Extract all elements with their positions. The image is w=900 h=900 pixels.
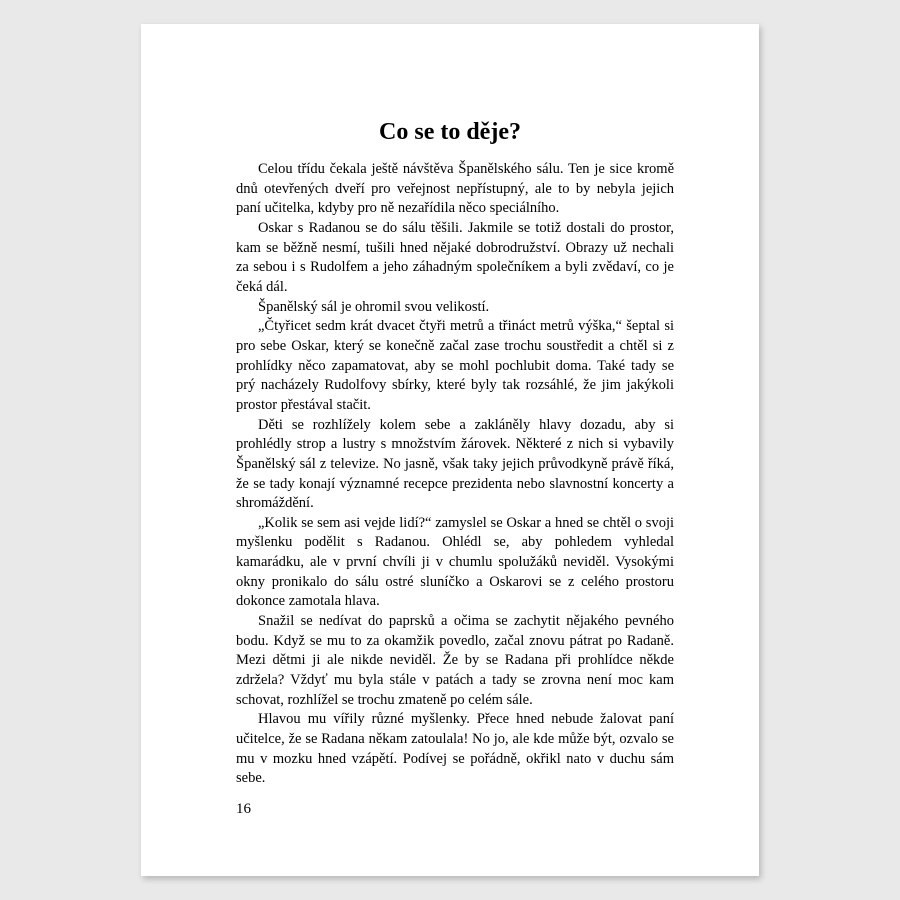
paragraph: „Kolik se sem asi vejde lidí?“ zamyslel se Oskar a hned se chtěl o svoji myšlenku podělit s Radanou. Ohlédl se, aby pohledem vyhledal kamarádku, ale v první chvíli ji v chumlu spolužáků neviděl. Vysokými okny pronikalo do sálu ostré sluníčko a Oskarovi se z celého prostoru dokonce zamotala hlava. xyxy=(236,514,674,610)
paragraph: Celou třídu čekala ještě návštěva Španělského sálu. Ten je sice kromě dnů otevřených dveří pro veřejnost nepřístupný, ale to by nebyla jejich paní učitelka, kdyby pro ně nezařídila něco speciálního. xyxy=(236,161,674,217)
book-page xyxy=(141,24,759,876)
page-number: 16 xyxy=(236,801,251,817)
paragraph: „Čtyřicet sedm krát dvacet čtyři metrů a třináct metrů výška,“ šeptal si pro sebe Oskar, který se konečně začal zase trochu soustředit a chtěl si z prohlídky něco zapamatovat, aby se mohl pochlubit doma. Také tady se prý nacházely Rudolfovy sbírky, které byly tak rozsáhlé, že jim jakýkoli prostor přestával stačit. xyxy=(236,318,674,413)
paragraph: Oskar s Radanou se do sálu těšili. Jakmile se totiž dostali do prostor, kam se běžně nesmí, tušili hned nějaké dobrodružství. Obrazy už nechali za sebou i s Rudolfem a jeho záhadným společníkem a byli zvědaví, co je čeká dál. xyxy=(236,219,674,295)
paragraph: Děti se rozhlížely kolem sebe a zakláněly hlavy dozadu, aby si prohlédly strop a lustry s množstvím žárovek. Některé z nich si vybavily Španělský sál z televize. No jasně, však taky jejich průvodkyně právě říká, že se tady konají významné recepce prezidenta nebo slavnostní koncerty a shromáždění. xyxy=(236,416,674,512)
chapter-title: Co se to děje? xyxy=(379,119,521,145)
paragraph: Hlavou mu vířily různé myšlenky. Přece hned nebude žalovat paní učitelce, že se Radana někam zatoulala! No jo, ale kde může být, ozvalo se mu v mozku hned vzápětí. Podívej se pořádně, okřikl nato v duchu sám sebe. xyxy=(236,711,674,787)
paragraph: Snažil se nedívat do paprsků a očima se zachytit nějakého pevného bodu. Když se mu to za okamžik povedlo, začal znovu pátrat po Radaně. Mezi dětmi ji ale nikde neviděl. Že by se Radana při prohlídce někde zdržela? Vždyť mu byla stále v patách a tady se zrovna není moc kam schovat, rozhlížel se trochu zmateně po celém sále. xyxy=(236,613,674,708)
paragraph: Španělský sál je ohromil svou velikostí. xyxy=(258,298,490,315)
chapter-body xyxy=(236,160,674,789)
